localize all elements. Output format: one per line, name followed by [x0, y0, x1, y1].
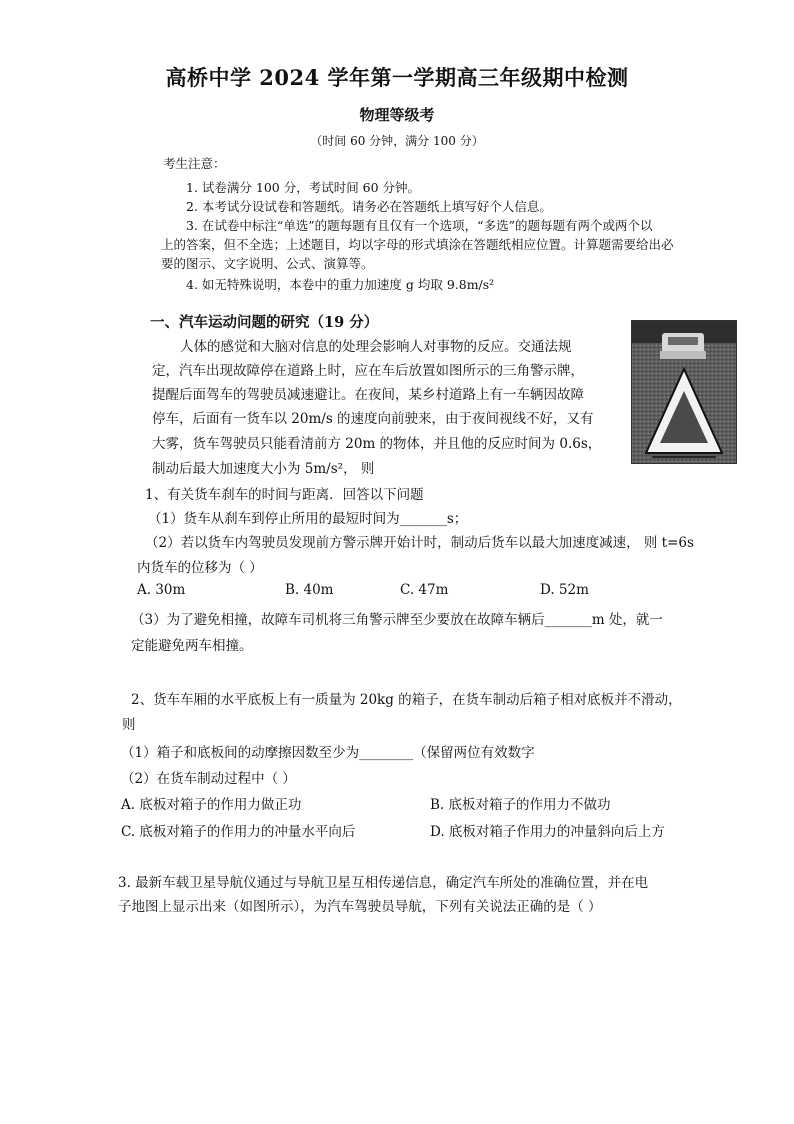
option-a: A. 底板对箱子的作用力做正功 [121, 797, 302, 813]
intro-line: 定，汽车出现故障停在道路上时，应在车后放置如图所示的三角警示牌， [152, 363, 584, 379]
exam-time-info: （时间 60 分钟，满分 100 分） [310, 134, 484, 148]
warning-triangle-icon [632, 321, 736, 463]
question-2-part-1: （1）箱子和底板间的动摩擦因数至少为________（保留两位有效数字 [121, 745, 535, 761]
notice-heading: 考生注意： [163, 156, 226, 171]
intro-line: 停车，后面有一货车以 20m/s 的速度向前驶来，由于夜间视线不好，又有 [152, 411, 594, 427]
question-1-part-2: （2）若以货车内驾驶员发现前方警示牌开始计时，制动后货车以最大加速度减速， 则 t=6s [145, 535, 694, 551]
warning-triangle-photo [631, 320, 737, 464]
option-c: C. 47m [400, 582, 449, 598]
exam-subtitle: 物理等级考 [359, 106, 435, 124]
intro-line: 制动后最大加速度大小为 5m/s²， 则 [152, 461, 375, 477]
intro-line: 提醒后面驾车的驾驶员减速避让。在夜间，某乡村道路上有一车辆因故障 [152, 387, 584, 403]
section-heading: 一、汽车运动问题的研究（19 分） [150, 314, 379, 331]
question-1-stem: 1、有关货车刹车的时间与距离．回答以下问题 [145, 487, 424, 503]
question-3-stem: 3. 最新车载卫星导航仪通过与导航卫星互相传递信息，确定汽车所处的准确位置，并在电 [118, 875, 649, 891]
notice-item: 要的图示、文字说明、公式、演算等。 [161, 256, 374, 271]
notice-item: 2. 本考试分设试卷和答题纸。请务必在答题纸上填写好个人信息。 [186, 199, 552, 214]
question-3-stem: 子地图上显示出来（如图所示），为汽车驾驶员导航，下列有关说法正确的是（ ） [118, 899, 602, 915]
option-d: D. 底板对箱子作用力的冲量斜向后上方 [430, 824, 665, 840]
question-1-part-3: 定能避免两车相撞。 [131, 638, 253, 654]
question-1-part-3: （3）为了避免相撞，故障车司机将三角警示牌至少要放在故障车辆后_______m 处，就一 [131, 612, 663, 628]
notice-item: 上的答案，但不全选；上述题目，均以字母的形式填涂在答题纸相应位置。计算题需要给出必 [161, 237, 674, 252]
question-2-stem: 则 [122, 717, 136, 733]
question-1-part-1: （1）货车从刹车到停止所用的最短时间为_______s； [148, 511, 468, 527]
exam-title: 高桥中学 2024 学年第一学期高三年级期中检测 [165, 65, 629, 90]
intro-line: 人体的感觉和大脑对信息的处理会影响人对事物的反应。交通法规 [180, 339, 572, 355]
notice-item: 1. 试卷满分 100 分，考试时间 60 分钟。 [186, 180, 421, 195]
question-2-part-2: （2）在货车制动过程中（ ） [121, 771, 296, 787]
option-b: B. 40m [285, 582, 334, 598]
option-b: B. 底板对箱子的作用力不做功 [430, 797, 611, 813]
option-d: D. 52m [540, 582, 589, 598]
notice-item: 3. 在试卷中标注“单选”的题每题有且仅有一个选项，“多选”的题每题有两个或两个以 [186, 218, 653, 233]
question-1-part-2: 内货车的位移为（ ） [137, 560, 263, 576]
question-2-stem: 2、货车车厢的水平底板上有一质量为 20kg 的箱子，在货车制动后箱子相对底板并不滑动， [131, 692, 682, 708]
notice-item: 4. 如无特殊说明，本卷中的重力加速度 g 均取 9.8m/s² [186, 277, 495, 292]
option-c: C. 底板对箱子的作用力的冲量水平向后 [121, 824, 356, 840]
intro-line: 大雾，货车驾驶员只能看清前方 20m 的物体，并且他的反应时间为 0.6s， [152, 436, 602, 452]
option-a: A. 30m [137, 582, 186, 598]
